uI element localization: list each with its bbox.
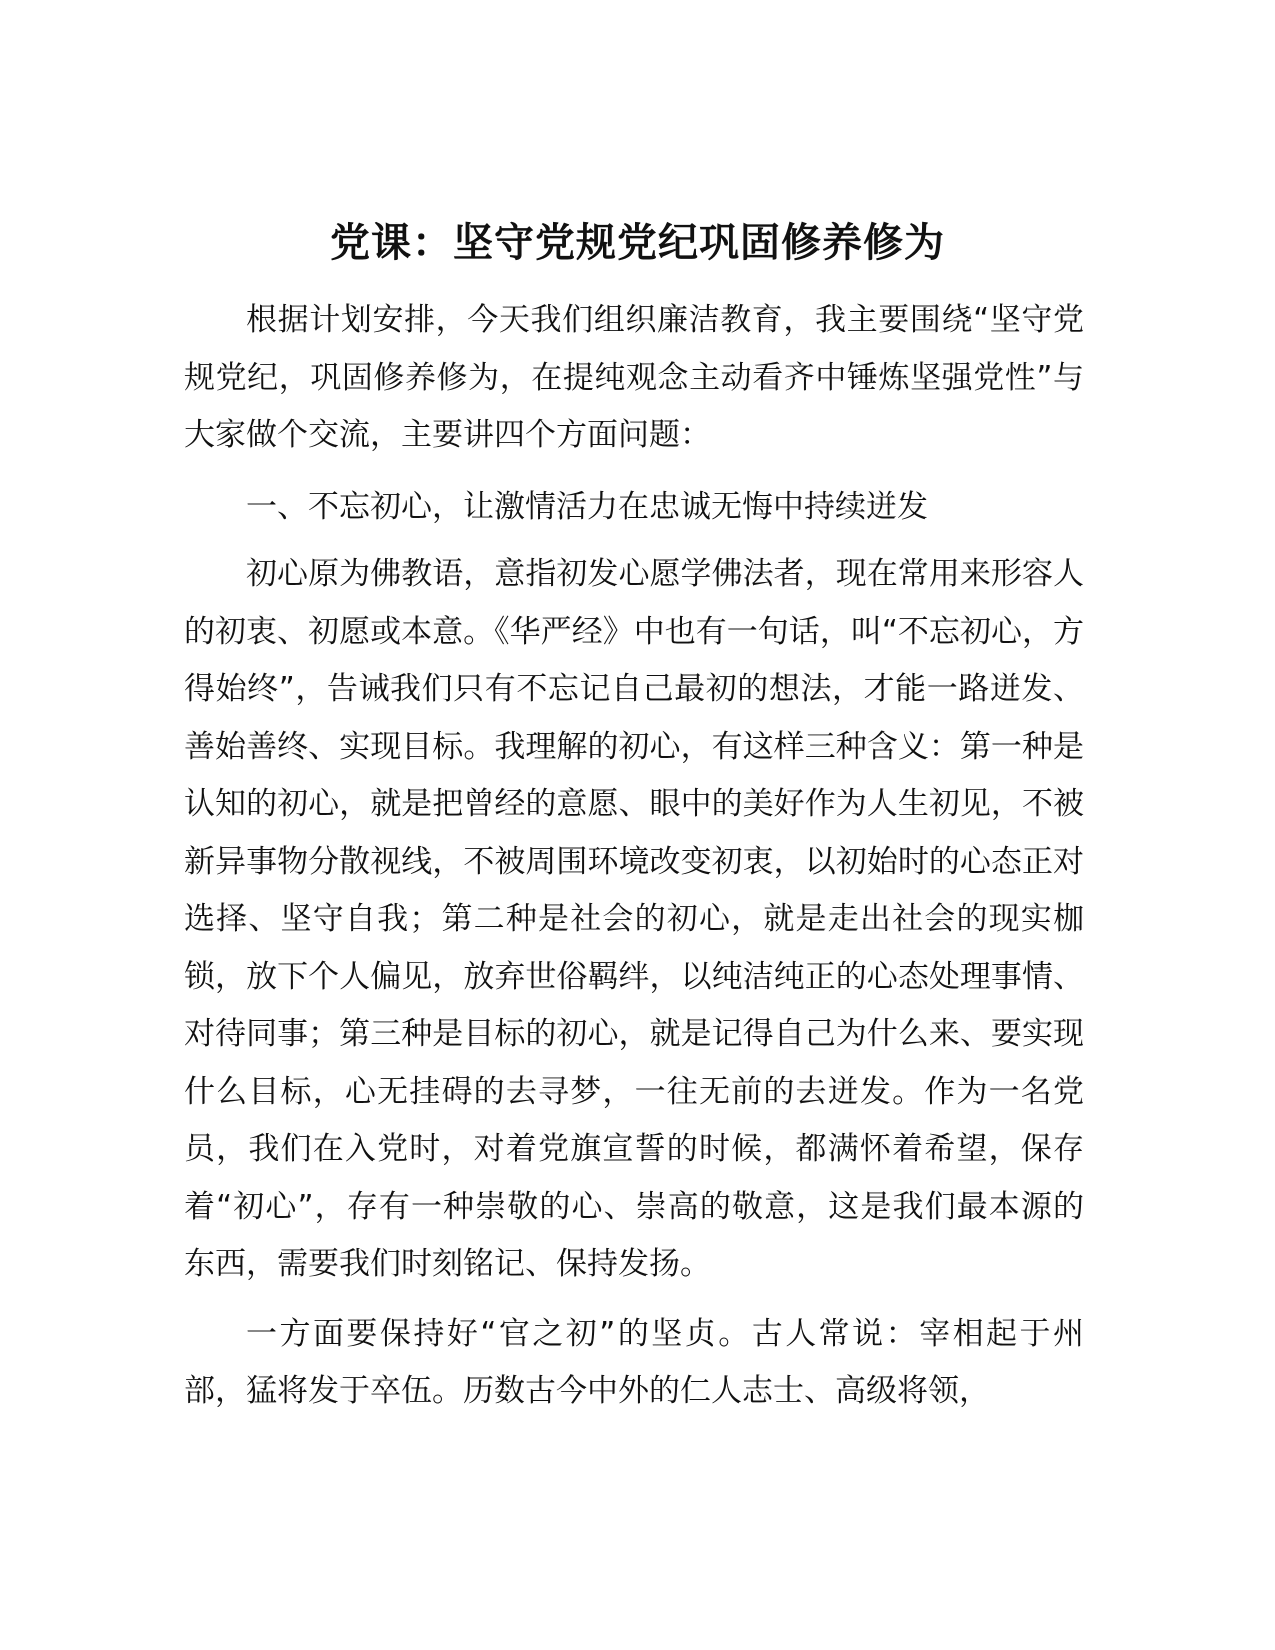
document-body	[184, 292, 1084, 1421]
section-point-paragraph: 一方面要保持好“官之初”的坚贞。古人常说：宰相起于州部，猛将发于卒伍。历数古今中外的仁人志士、高级将领，	[184, 1315, 1084, 1409]
document-title: 党课：坚守党规党纪巩固修养修为	[330, 220, 945, 266]
section-body-paragraph: 初心原为佛教语，意指初发心愿学佛法者，现在常用来形容人的初衷、初愿或本意。《华严经》中也有一句话，叫“不忘初心，方得始终”，告诫我们只有不忘记自己最初的想法，才能一路迸发、善始善终、实现目标。我理解的初心，有这样三种含义：第一种是认知的初心，就是把曾经的意愿、眼中的美好作为人生初见，不被新异事物分散视线，不被周围环境改变初衷，以初始时的心态正对选择、坚守自我；第二种是社会的初心，就是走出社会的现实枷锁，放下个人偏见，放弃世俗羁绊，以纯洁纯正的心态处理事情、对待同事；第三种是目标的初心，就是记得自己为什么来、要实现什么目标，心无挂碍的去寻梦，一往无前的去迸发。作为一名党员，我们在入党时，对着党旗宣誓的时候，都满怀着希望，保存着“初心”，存有一种崇敬的心、崇高的敬意，这是我们最本源的东西，需要我们时刻铭记、保持发扬。	[184, 556, 1084, 1282]
section-heading: 一、不忘初心，让激情活力在忠诚无悔中持续迸发	[246, 488, 928, 525]
intro-paragraph: 根据计划安排，今天我们组织廉洁教育，我主要围绕“坚守党规党纪，巩固修养修为，在提纯观念主动看齐中锤炼坚强党性”与大家做个交流，主要讲四个方面问题：	[184, 302, 1084, 453]
